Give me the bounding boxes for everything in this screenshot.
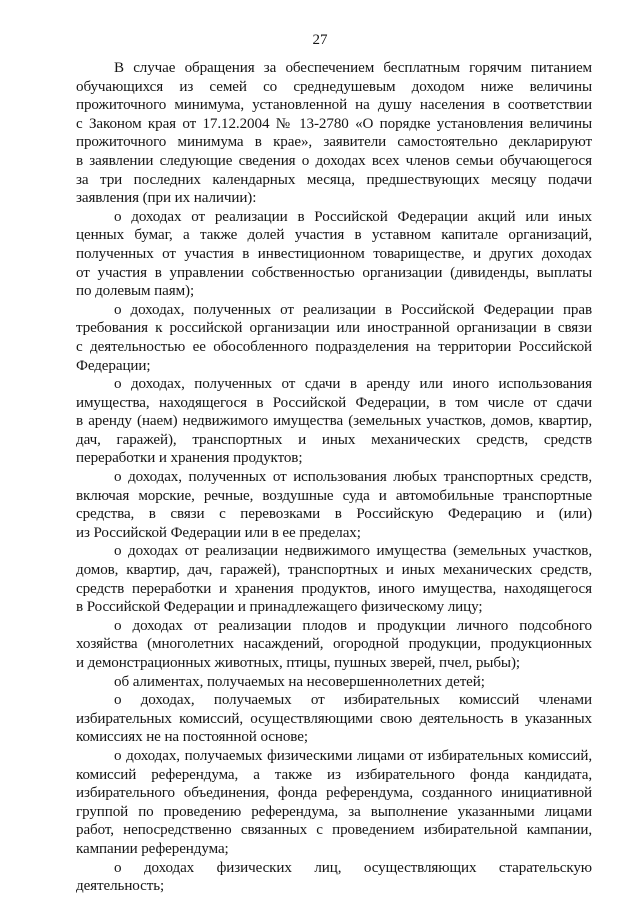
- paragraph-line: о доходах, получаемых физическими лицами от избирательных комиссий,: [114, 747, 592, 764]
- paragraph-line: прожиточного минимума в крае», заявители самостоятельно декларируют: [76, 134, 592, 151]
- paragraph-line: за три последних календарных месяца, предшествующих месяцу подачи: [76, 171, 592, 188]
- page-number: 27: [312, 32, 328, 48]
- paragraph-line: имущества, находящегося в Российской Федерации, в том числе от сдачи: [76, 394, 592, 411]
- paragraph-line: с Законом края от 17.12.2004 № 13-2780 «О порядке установления величины: [76, 115, 592, 132]
- paragraph-line: комиссиях не на постоянной основе;: [76, 729, 308, 746]
- paragraph-line: о доходах, получаемых от избирательных комиссий членами: [114, 692, 592, 709]
- paragraph-line: ценных бумаг, а также долей участия в уставном капитале организаций,: [76, 227, 592, 244]
- paragraph-line: о доходах, полученных от сдачи в аренду или иного использования: [114, 376, 592, 393]
- paragraph-line: с деятельностью ее обособленного подразделения на территории Российской: [76, 338, 592, 355]
- paragraph: [76, 208, 592, 301]
- paragraph-line: Федерации;: [76, 357, 151, 374]
- paragraph-line: В случае обращения за обеспечением бесплатным горячим питанием: [114, 60, 592, 76]
- paragraph: [76, 691, 592, 747]
- paragraph-line: о доходах физических лиц, осуществляющих старательскую: [114, 859, 592, 876]
- paragraph-line: о доходах от реализации плодов и продукции личного подсобного: [114, 617, 592, 634]
- paragraph: [76, 673, 592, 692]
- paragraph-line: обучающихся из семей со среднедушевым доходом ниже величины: [76, 78, 592, 95]
- paragraph-line: об алиментах, получаемых на несовершеннолетних детей;: [114, 673, 485, 690]
- paragraph-line: избирательного объединения, фонда референдума, созданного инициативной: [76, 785, 592, 802]
- paragraph-line: комиссий референдума, а также из избирательного фонда кандидата,: [76, 766, 592, 783]
- document-body: [76, 59, 592, 896]
- paragraph: [76, 59, 592, 208]
- paragraph: [76, 301, 592, 375]
- paragraph: [76, 617, 592, 673]
- paragraph-line: о доходах, полученных от реализации в Российской Федерации прав: [114, 301, 592, 318]
- paragraph-line: переработки и хранения продуктов;: [76, 450, 303, 467]
- paragraph-line: работ, непосредственно связанных с проведением избирательной кампании,: [76, 822, 592, 839]
- paragraph-line: дач, гаражей), транспортных и иных механических средств, средств: [76, 431, 592, 448]
- paragraph-line: в Российской Федерации и принадлежащего физическому лицу;: [76, 599, 483, 616]
- paragraph-line: домов, квартир, дач, гаражей), транспортных и иных механических средств,: [76, 562, 592, 579]
- paragraph-line: включая морские, речные, воздушные суда и автомобильные транспортные: [76, 487, 592, 504]
- paragraph-line: и демонстрационных животных, птицы, пушных зверей, пчел, рыбы);: [76, 655, 520, 671]
- paragraph: [76, 859, 592, 896]
- paragraph: [76, 542, 592, 616]
- paragraph-line: средств переработки и хранения продуктов, иного имущества, находящегося: [76, 580, 592, 597]
- paragraph-line: полученных от участия в инвестиционном товариществе, и других доходах: [76, 245, 592, 262]
- paragraph-line: средства, в связи с перевозками в Российскую Федерацию и (или): [76, 506, 592, 523]
- paragraph-line: хозяйства (многолетних насаждений, огородной продукции, продукционных: [76, 636, 592, 653]
- paragraph: [76, 747, 592, 859]
- paragraph-line: из Российской Федерации или в ее пределах;: [76, 524, 361, 541]
- paragraph-line: о доходах, полученных от использования любых транспортных средств,: [114, 469, 592, 486]
- paragraph-line: о доходах от реализации в Российской Федерации акций или иных: [114, 208, 592, 225]
- paragraph-line: в заявлении следующие сведения о доходах всех членов семьи обучающегося: [76, 152, 592, 169]
- paragraph: [76, 375, 592, 468]
- paragraph-line: кампании референдума;: [76, 840, 229, 857]
- paragraph-line: заявления (при их наличии):: [76, 190, 257, 207]
- paragraph-line: от участия в управлении собственностью организации (дивиденды, выплаты: [76, 264, 592, 281]
- paragraph-line: избирательных комиссий, осуществляющими свою деятельность в указанных: [76, 710, 592, 727]
- paragraph-line: прожиточного минимума, установленной на душу населения в соответствии: [76, 97, 592, 114]
- paragraph: [76, 468, 592, 542]
- paragraph-line: группой по проведению референдума, за выполнение указанными лицами: [76, 803, 592, 820]
- paragraph-line: деятельность;: [76, 878, 165, 895]
- paragraph-line: в аренду (наем) недвижимого имущества (земельных участков, домов, квартир,: [76, 413, 592, 430]
- paragraph-line: требования к российской организации или иностранной организации в связи: [76, 320, 592, 337]
- paragraph-line: по долевым паям);: [76, 283, 195, 300]
- paragraph-line: о доходах от реализации недвижимого имущества (земельных участков,: [114, 543, 592, 560]
